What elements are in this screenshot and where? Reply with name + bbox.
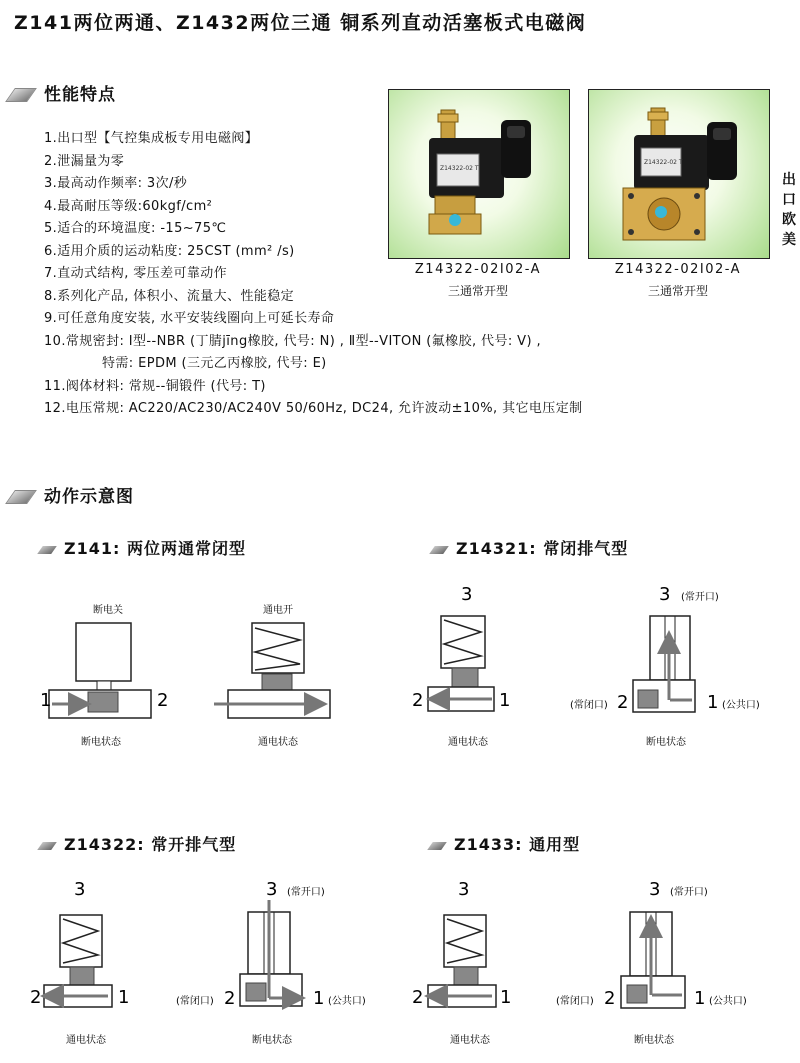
diagram-label: (常开口) <box>670 887 708 898</box>
z141-off-diagram <box>40 603 168 748</box>
feature-item: 11.阀体材料: 常规--铜锻件 (代号: T) <box>44 378 266 394</box>
diagram-label: 通电状态 <box>450 1035 490 1046</box>
diagram-label: 1 <box>40 690 52 711</box>
diagram-label: (公共口) <box>328 996 366 1007</box>
features-section-title: 性能特点 <box>44 85 116 105</box>
feature-item: 12.电压常规: AC220/AC230/AC240V 50/60Hz, DC24, 允许波动±10%, 其它电压定制 <box>44 401 583 416</box>
diagram-label: 断电状态 <box>646 737 686 748</box>
diagram-label: 3 <box>659 584 671 605</box>
feature-item: 1.出口型【气控集成板专用电磁阀】 <box>44 131 259 146</box>
diagram-label: 通电状态 <box>66 1035 106 1046</box>
diagram-label: 1 <box>707 692 719 713</box>
z14321-on-diagram <box>412 584 510 748</box>
diagram-label: Z14322-02 T <box>440 165 479 172</box>
feature-item: 6.适用介质的运动粘度: 25CST (mm² /s) <box>44 243 295 259</box>
diagram-label: 3 <box>74 879 86 900</box>
feature-item: 特需: EPDM (三元乙丙橡胶, 代号: E) <box>102 356 327 371</box>
photo-2-model: Z14322-02Ⅰ02-A <box>614 262 742 277</box>
feature-item: 2.泄漏量为零 <box>44 153 125 169</box>
diagram-label: 断电关 <box>93 605 123 616</box>
diagram-label: 通电开 <box>263 605 293 616</box>
z14321-off-diagram <box>570 584 760 748</box>
photo-2-type: 三通常开型 <box>647 284 708 298</box>
diagram-label: 3 <box>458 879 470 900</box>
diagram-label: 3 <box>461 584 473 605</box>
diagram-label: 2 <box>617 692 629 713</box>
diagram-label: 2 <box>412 690 424 711</box>
diagram-label: 2 <box>30 987 42 1008</box>
feature-item: 10.常规密封: Ⅰ型--NBR (丁腈jīng橡胶, 代号: N) , Ⅱ型--VITON (氟橡胶, 代号: V) , <box>44 333 541 349</box>
diagram-label: Z14322-02 T <box>644 159 683 166</box>
feature-item: 7.直动式结构, 零压差可靠动作 <box>44 266 228 281</box>
feature-item: 8.系列化产品, 体积小、流量大、性能稳定 <box>44 288 295 304</box>
z14321-heading: Z14321: 常闭排气型 <box>432 536 628 559</box>
diagram-label: 断电状态 <box>81 737 121 748</box>
z1433-heading: Z1433: 通用型 <box>430 832 580 855</box>
z1433-on-diagram <box>412 879 511 1046</box>
feature-item: 5.适合的环境温度: -15~75℃ <box>44 221 227 236</box>
diagram-label: (常闭口) <box>570 700 608 711</box>
photo-1-type: 三通常开型 <box>447 284 508 298</box>
z14322-off-diagram <box>176 879 366 1046</box>
diagram-label: 1 <box>499 690 511 711</box>
photo-1-model: Z14322-02Ⅰ02-A <box>414 262 542 277</box>
diagram-label: 1 <box>118 987 130 1008</box>
diagram-label: 2 <box>604 988 616 1009</box>
side-note-vertical: 出 口 欧 美 <box>782 172 796 248</box>
z141-on-diagram <box>214 603 330 748</box>
diagram-label: 通电状态 <box>448 737 488 748</box>
diagram-label: 2 <box>157 690 169 711</box>
diagram-label: (常闭口) <box>556 996 594 1007</box>
diagram-label: 1 <box>500 987 512 1008</box>
diagram-label: 3 <box>649 879 661 900</box>
z14322-heading: Z14322: 常开排气型 <box>40 832 236 855</box>
diagram-label: (常闭口) <box>176 996 214 1007</box>
action-section-title: 动作示意图 <box>44 487 134 507</box>
z141-heading: Z141: 两位两通常闭型 <box>40 536 246 559</box>
diagram-label: (常开口) <box>681 592 719 603</box>
diagram-label: 1 <box>313 988 325 1009</box>
feature-item: 4.最高耐压等级:60kgf/cm² <box>44 198 213 214</box>
diagram-label: 2 <box>224 988 236 1009</box>
diagram-label: (公共口) <box>709 996 747 1007</box>
diagram-label: 1 <box>694 988 706 1009</box>
diagram-label: (公共口) <box>722 700 760 711</box>
diagram-label: 断电状态 <box>634 1035 674 1046</box>
diagram-label: 断电状态 <box>252 1035 292 1046</box>
diagram-label: 2 <box>412 987 424 1008</box>
z14322-on-diagram <box>30 879 129 1046</box>
feature-item: 9.可任意角度安装, 水平安装线圈向上可延长寿命 <box>44 311 335 326</box>
z1433-off-diagram <box>556 879 747 1046</box>
diagram-label: 通电状态 <box>258 737 298 748</box>
feature-item: 3.最高动作频率: 3次/秒 <box>44 176 188 191</box>
diagram-label: (常开口) <box>287 887 325 898</box>
page-title: Z141两位两通、Z1432两位三通 铜系列直动活塞板式电磁阀 <box>14 12 587 34</box>
diagram-label: 3 <box>266 879 278 900</box>
